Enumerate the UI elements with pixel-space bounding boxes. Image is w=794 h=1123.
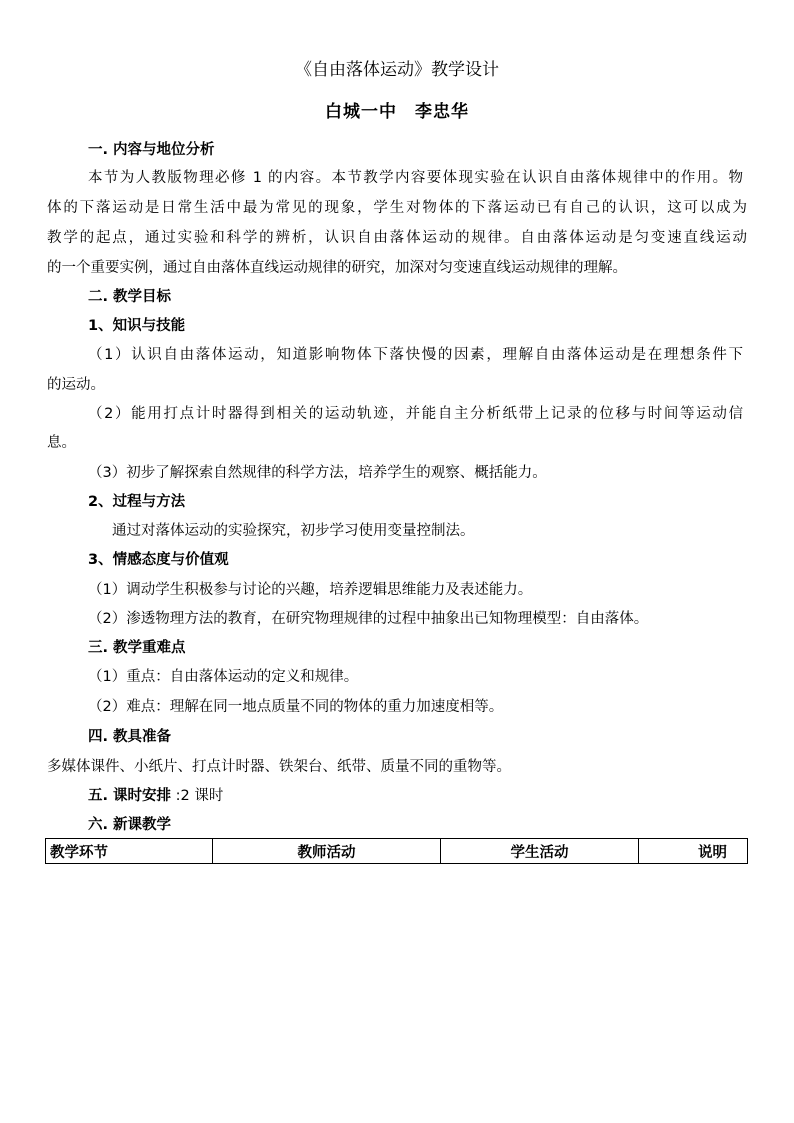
subsection-heading: 3、情感态度与价值观 [88, 552, 229, 568]
lesson-table [45, 838, 748, 864]
subsection-heading: 1、知识与技能 [88, 318, 186, 334]
table-header-cell: 教学环节 [46, 839, 213, 864]
paragraph-line: 的一个重要实例，通过自由落体直线运动规律的研究，加深对匀变速直线运动规律的理解。 [47, 260, 627, 276]
paragraph-line: 多媒体课件、小纸片、打点计时器、铁架台、纸带、质量不同的重物等。 [47, 759, 511, 775]
list-item-continuation: 的运动。 [47, 377, 105, 393]
section-heading: 一. 内容与地位分析 [88, 142, 215, 158]
list-item: （2）渗透物理方法的教育，在研究物理规律的过程中抽象出已知物理模型：自由落体。 [88, 611, 649, 627]
document-title: 《自由落体运动》教学设计 [295, 60, 499, 80]
list-item-continuation: 息。 [47, 435, 76, 451]
section-heading: 六. 新课教学 [88, 817, 172, 833]
list-item: （1）调动学生积极参与讨论的兴趣，培养逻辑思维能力及表述能力。 [88, 582, 533, 598]
list-item: （1）重点：自由落体运动的定义和规律。 [88, 669, 359, 685]
table-header-cell: 学生活动 [441, 839, 639, 864]
list-item: （3）初步了解探索自然规律的科学方法，培养学生的观察、概括能力。 [88, 465, 547, 481]
paragraph-line: 体的下落运动是日常生活中最为常见的现象，学生对物体的下落运动已有自己的认识，这可以成为 [47, 200, 747, 216]
paragraph-line: 本节为人教版物理必修 1 的内容。本节教学内容要体现实验在认识自由落体规律中的作用。物 [88, 170, 743, 186]
paragraph-line: 教学的起点，通过实验和科学的辨析，认识自由落体运动的规律。自由落体运动是匀变速直线运动 [47, 230, 747, 246]
document-author: 白城一中 李忠华 [325, 102, 469, 122]
list-item: （1）认识自由落体运动，知道影响物体下落快慢的因素，理解自由落体运动是在理想条件下 [88, 347, 743, 363]
list-item: （2）能用打点计时器得到相关的运动轨迹，并能自主分析纸带上记录的位移与时间等运动信 [88, 406, 743, 422]
section-heading: 三. 教学重难点 [88, 640, 186, 656]
section-heading: 二. 教学目标 [88, 289, 172, 305]
subsection-heading: 2、过程与方法 [88, 494, 186, 510]
schedule-line [88, 786, 788, 806]
schedule-value: :2 课时 [171, 788, 224, 804]
section-heading: 五. 课时安排 [88, 788, 172, 804]
table-header-row [46, 839, 748, 864]
paragraph-line: 通过对落体运动的实验探究，初步学习使用变量控制法。 [112, 523, 475, 539]
list-item: （2）难点：理解在同一地点质量不同的物体的重力加速度相等。 [88, 699, 504, 715]
table-header-cell: 教师活动 [213, 839, 441, 864]
section-heading: 四. 教具准备 [88, 729, 172, 745]
table-header-cell: 说明 [639, 839, 748, 864]
